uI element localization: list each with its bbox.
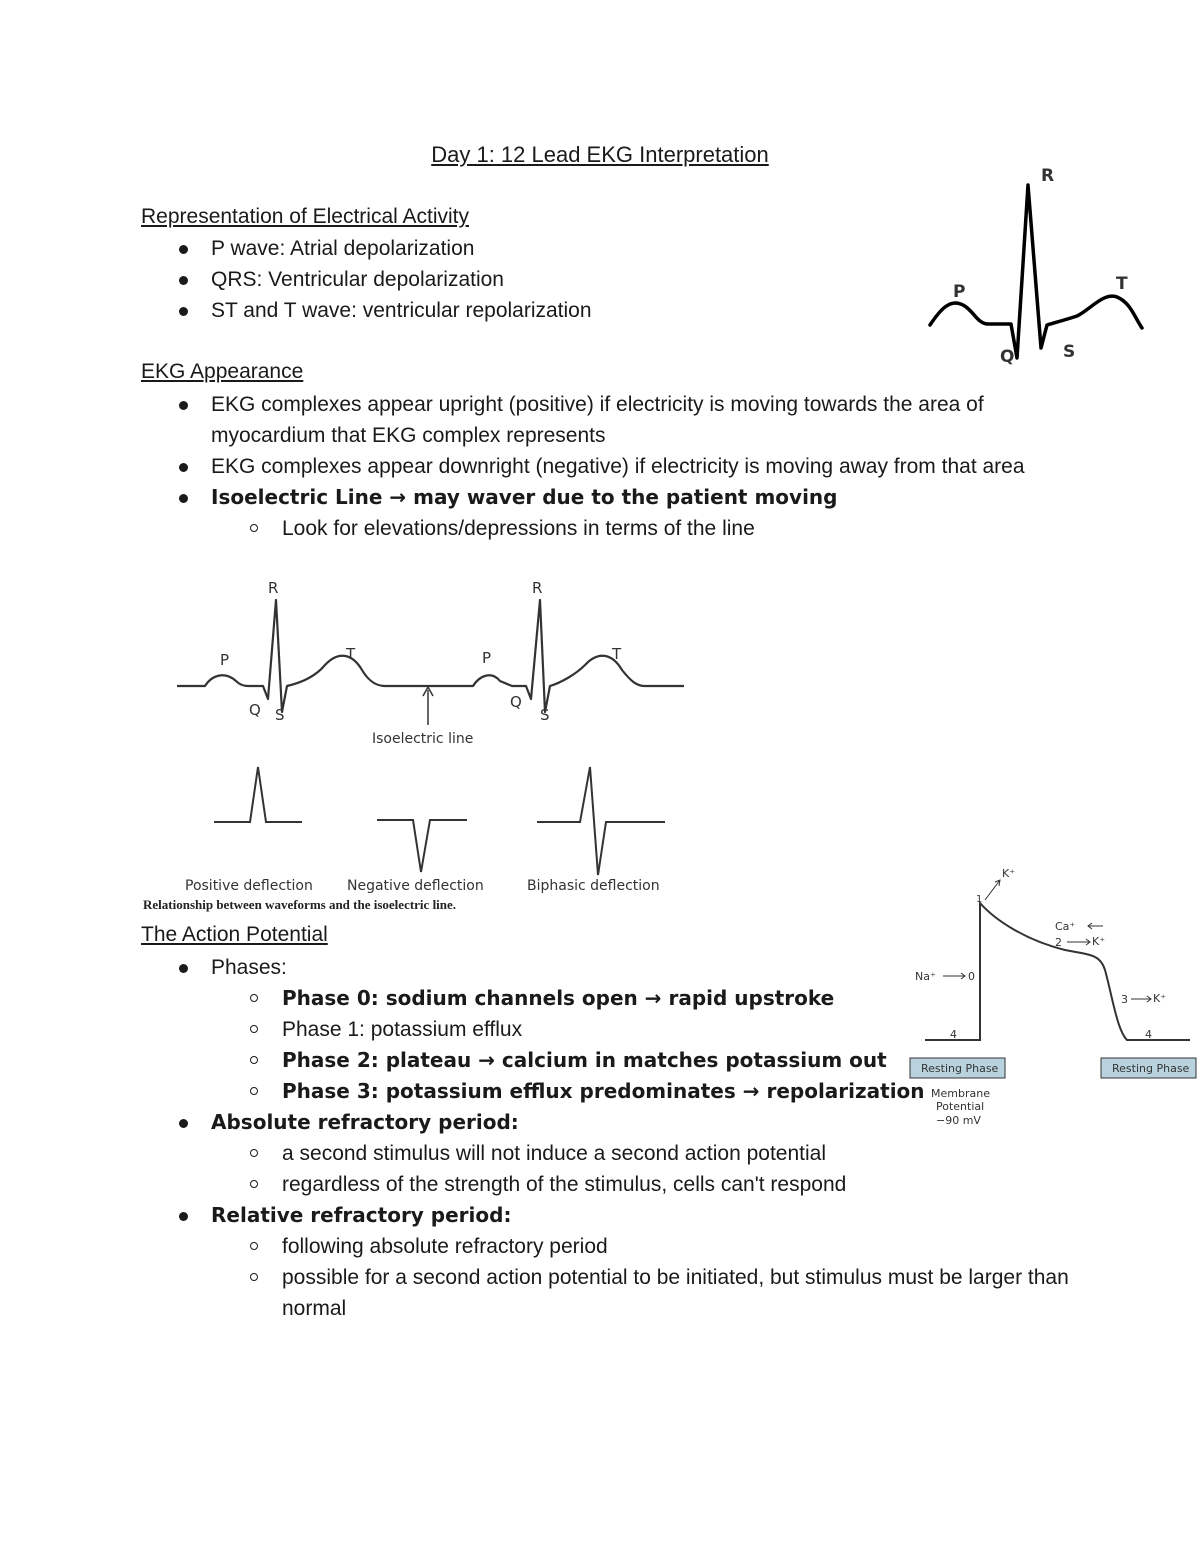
positive-deflection-wave (214, 767, 302, 822)
resting-phase-label-right: Resting Phase (1112, 1062, 1190, 1075)
pqrst-waveform-figure (925, 160, 1150, 370)
ekg-appearance-list (0, 389, 1071, 544)
list-item: Look for elevations/depressions in terms of the line (0, 513, 1071, 544)
section-heading-ekg-appearance: EKG Appearance (141, 360, 304, 383)
list-item: Phase 1: potassium efflux (0, 1014, 1072, 1045)
section-heading-action-potential: The Action Potential (141, 923, 328, 946)
phase0-text: Phase 0: sodium channels open → rapid upstroke (282, 986, 835, 1010)
list-item: P wave: Atrial depolarization (0, 233, 592, 264)
absolute-refractory-label: Absolute refractory period: (211, 1110, 519, 1134)
page-title: Day 1: 12 Lead EKG Interpretation (431, 142, 769, 167)
action-potential-figure (905, 860, 1200, 1130)
ap-label-phase3: 3 (1121, 993, 1128, 1006)
ap-label-k2: K⁺ (1092, 935, 1106, 948)
relative-refractory-label: Relative refractory period: (211, 1203, 512, 1227)
pqrst-label-t: T (1116, 274, 1128, 294)
strip-label-p2: P (482, 649, 492, 667)
strip-label-t1: T (346, 645, 356, 663)
list-item: EKG complexes appear upright (positive) if electricity is moving towards the area of myocardium that EKG complex represents (0, 389, 1071, 451)
ap-label-ca: Ca⁺ (1055, 920, 1076, 933)
k-efflux-arrow (985, 880, 1000, 900)
pqrst-waveform-line (930, 185, 1142, 358)
section-heading-electrical-activity: Representation of Electrical Activity (141, 205, 469, 228)
k-plateau-arrow (1067, 939, 1090, 945)
list-item: ST and T wave: ventricular repolarization (0, 295, 592, 326)
ap-label-k-top: K⁺ (1002, 867, 1016, 880)
list-item (0, 1200, 1072, 1231)
pqrst-label-r: R (1041, 166, 1055, 186)
ap-label-k3: K⁺ (1153, 992, 1167, 1005)
potential-label: Potential (936, 1100, 985, 1113)
ekg-strip-line (177, 600, 684, 712)
isoelectric-line-figure (140, 575, 700, 920)
isoelectric-line-label: Isoelectric line (372, 731, 474, 747)
ap-label-phase2: 2 (1055, 936, 1062, 949)
phase3-text: Phase 3: potassium efflux predominates → repolarization (282, 1079, 925, 1103)
negative-deflection-wave (377, 820, 467, 872)
list-item: following absolute refractory period (0, 1231, 1072, 1262)
list-item: EKG complexes appear downright (negative) if electricity is moving away from that area (0, 451, 1071, 482)
list-item: QRS: Ventricular depolarization (0, 264, 592, 295)
mv-label: −90 mV (936, 1114, 981, 1127)
strip-label-s2: S (540, 706, 550, 724)
biphasic-deflection-wave (537, 767, 665, 875)
membrane-label: Membrane (931, 1087, 990, 1100)
phase2-text: Phase 2: plateau → calcium in matches potassium out (282, 1048, 887, 1072)
resting-phase-label-left: Resting Phase (921, 1062, 999, 1075)
na-influx-arrow (943, 973, 965, 979)
strip-label-s1: S (275, 706, 285, 724)
list-item (0, 482, 1071, 513)
strip-label-r2: R (532, 579, 543, 597)
ap-label-phase1: 1 (976, 894, 983, 905)
isoelectric-line-text: Isoelectric Line → may waver due to the patient moving (211, 485, 838, 509)
list-item: a second stimulus will not induce a second action potential (0, 1138, 1072, 1169)
ap-label-phase0: 0 (968, 970, 975, 983)
pqrst-label-s: S (1063, 342, 1076, 362)
pqrst-label-q: Q (1000, 347, 1015, 367)
ap-label-na: Na⁺ (915, 970, 936, 983)
strip-label-q2: Q (510, 693, 522, 711)
strip-label-r1: R (268, 579, 279, 597)
strip-label-p1: P (220, 651, 230, 669)
list-item: regardless of the strength of the stimulus, cells can't respond (0, 1169, 1072, 1200)
strip-label-t2: T (612, 645, 622, 663)
ap-label-phase4-left: 4 (950, 1028, 957, 1041)
biphasic-deflection-label: Biphasic deflection (527, 878, 660, 894)
ca-influx-arrow (1088, 923, 1103, 929)
strip-label-q1: Q (249, 701, 261, 719)
k-repol-arrow (1131, 996, 1151, 1002)
ap-label-phase4-right: 4 (1145, 1028, 1152, 1041)
electrical-activity-list (0, 233, 592, 326)
list-item: possible for a second action potential to be initiated, but stimulus must be larger than normal (0, 1262, 1072, 1324)
positive-deflection-label: Positive deflection (185, 878, 313, 894)
pqrst-label-p: P (953, 282, 966, 302)
figure-caption: Relationship between waveforms and the isoelectric line. (143, 897, 457, 912)
list-item: Phases: (0, 952, 1072, 983)
negative-deflection-label: Negative deflection (347, 878, 484, 894)
